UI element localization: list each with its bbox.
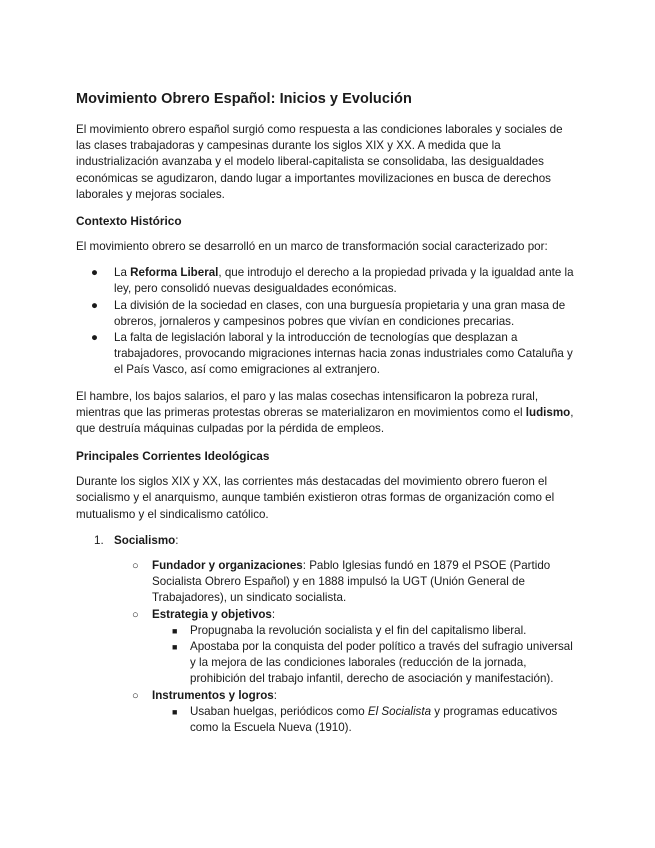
list-item xyxy=(76,639,576,688)
ordered-list-item-socialismo xyxy=(76,533,576,549)
circle-bullet-icon: ○ xyxy=(132,608,139,621)
instrumentos-sub-list xyxy=(76,704,576,736)
estrategia-point-text: Propugnaba la revolución socialista y el fin del capitalismo liberal. xyxy=(190,623,527,637)
heading-corrientes-ideologicas: Principales Corrientes Ideológicas xyxy=(76,449,270,464)
bullet-icon: ● xyxy=(91,331,99,345)
bold-reforma-liberal: Reforma Liberal xyxy=(130,266,219,280)
instrumentos-text-suffix: y programas educativos como la Escuela Nueva (1910). xyxy=(190,704,558,735)
list-number: 1. xyxy=(94,533,104,547)
estrategia-sub-list xyxy=(76,623,576,688)
heading-contexto-historico: Contexto Histórico xyxy=(76,214,182,229)
colon: : xyxy=(273,688,277,702)
list-item xyxy=(76,330,576,379)
colon: : xyxy=(271,607,276,621)
italic-el-socialista: El Socialista xyxy=(367,704,432,718)
bullet-text: La falta de legislación laboral y la introducción de tecnologías que desplazan a trabajadores, provocando migraciones internas hacia zonas industriales como Cataluña y el País Vasco, así como emigraciones al extranjero. xyxy=(114,331,573,377)
hambre-text-prefix: El hambre, los bajos salarios, el paro y las malas cosechas intensificaron la pobreza rural, mientras que las primeras protestas obreras se materializaron en movimientos como el xyxy=(76,389,539,419)
list-item xyxy=(76,265,576,297)
colon: : xyxy=(175,533,179,547)
list-item xyxy=(76,558,576,607)
bullet-text-prefix: La xyxy=(114,266,131,280)
estrategia-point-text: Apostaba por la conquista del poder político a través del sufragio universal y la mejora de las condiciones laborales (reducción de la jornada, prohibición del trabajo infantil, derecho de asociación y manifestación). xyxy=(190,640,573,686)
bold-ludismo: ludismo xyxy=(525,405,571,419)
circle-bullet-icon: ○ xyxy=(132,689,139,702)
hambre-paragraph xyxy=(76,389,576,438)
intro-paragraph: El movimiento obrero español surgió como respuesta a las condiciones laborales y sociales de las clases trabajadoras y campesinas durante los siglos XIX y XX. A medida que la industrialización avanzaba y el modelo liberal-capitalista se consolidaba, las desigualdades económicas se agudizaron, dando lugar a importantes movilizaciones en busca de derechos laborales y mejoras sociales. xyxy=(76,123,563,201)
contexto-lead-paragraph: El movimiento obrero se desarrolló en un marco de transformación social caracterizado por: xyxy=(76,240,548,254)
hambre-text-suffix: , que destruía máquinas culpadas por la pérdida de empleos. xyxy=(76,405,574,436)
instrumentos-text-prefix: Usaban huelgas, periódicos como xyxy=(190,704,368,718)
bullet-text-suffix: , que introdujo el derecho a la propiedad privada y la igualdad ante la ley, pero consolidó nuevas desigualdades económicas. xyxy=(114,266,574,296)
bold-instrumentos: Instrumentos y logros xyxy=(152,688,274,702)
document-title: Movimiento Obrero Español: Inicios y Evolución xyxy=(76,91,412,107)
circle-bullet-icon: ○ xyxy=(132,560,139,573)
socialismo-sub-list-2 xyxy=(76,688,576,704)
document-page xyxy=(76,88,576,736)
list-item xyxy=(76,607,576,623)
list-item xyxy=(76,704,576,736)
bullet-icon: ● xyxy=(91,266,99,280)
socialismo-sub-list xyxy=(76,558,576,623)
contexto-bullet-list xyxy=(76,265,576,378)
square-bullet-icon: ■ xyxy=(172,706,178,717)
bold-estrategia: Estrategia y objetivos xyxy=(152,607,272,621)
corrientes-lead-paragraph: Durante los siglos XIX y XX, las corrientes más destacadas del movimiento obrero fueron el socialismo y el anarquismo, aunque también existieron otras formas de organización como el mutualismo y el sindicalismo católico. xyxy=(76,475,555,521)
bold-fundador: Fundador y organizaciones xyxy=(152,559,303,573)
bullet-icon: ● xyxy=(91,298,99,312)
bullet-text: La división de la sociedad en clases, con una burguesía propietaria y una gran masa de obreros, jornaleros y campesinos pobres que vivían en condiciones precarias. xyxy=(114,298,566,328)
bold-socialismo: Socialismo xyxy=(114,533,176,547)
list-item xyxy=(76,298,576,330)
square-bullet-icon: ■ xyxy=(172,642,178,653)
square-bullet-icon: ■ xyxy=(172,625,178,636)
fundador-text: : Pablo Iglesias fundó en 1879 el PSOE (Partido Socialista Obrero Español) y en 1888 impulsó la UGT (Unión General de Trabajadores), un sindicato socialista. xyxy=(152,559,551,605)
list-item xyxy=(76,688,576,704)
list-item xyxy=(76,623,576,639)
